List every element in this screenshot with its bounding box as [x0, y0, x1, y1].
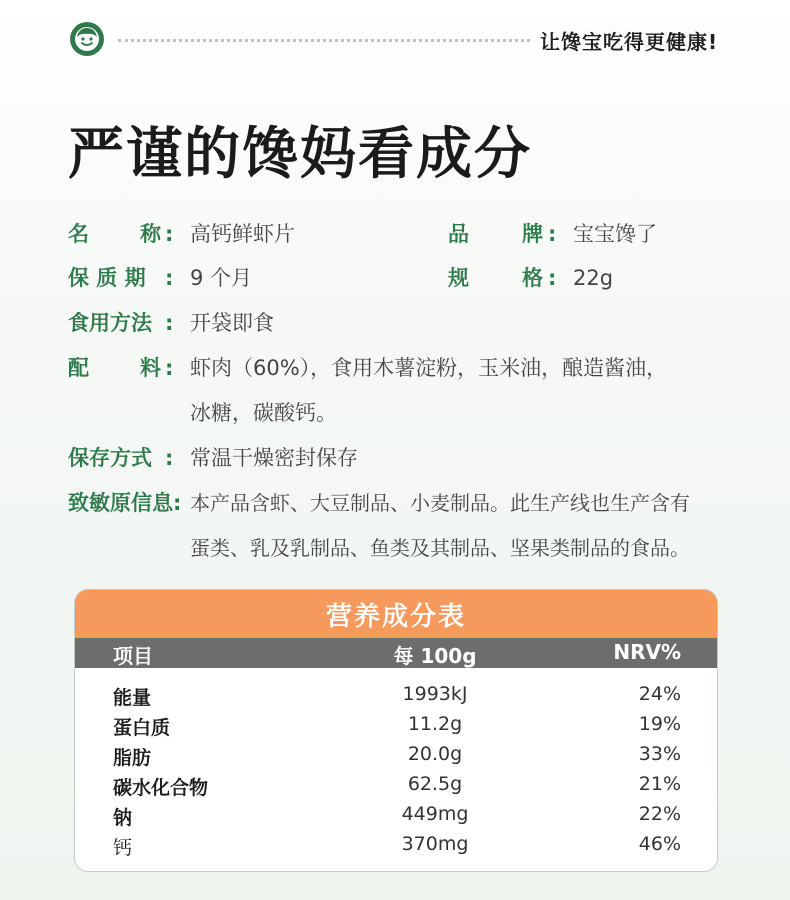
row-name: 脂肪: [113, 747, 152, 769]
table-row: [75, 770, 717, 800]
slogan-text: 让馋宝吃得更健康!: [540, 30, 719, 54]
table-row: [75, 710, 717, 740]
table-row: [75, 680, 717, 710]
row-per: 20.0g: [407, 743, 463, 765]
brand-value: 宝宝馋了: [573, 222, 657, 246]
storage-label: 保存方式: [68, 446, 152, 470]
top-bar: [0, 0, 790, 80]
row-name: 碳水化合物: [113, 777, 209, 799]
row-per: 370mg: [401, 833, 469, 855]
spec-value: 22g: [573, 266, 614, 290]
allergen-label: 致敏原信息: [68, 491, 173, 515]
smiley-face-logo-icon: [70, 22, 104, 56]
row-name: 蛋白质: [113, 717, 171, 739]
table-row: [75, 830, 717, 860]
table-row: [75, 740, 717, 770]
shelf-life-colon: :: [165, 266, 174, 290]
brand-colon: :: [548, 222, 557, 246]
dotted-divider: [118, 39, 530, 42]
nutrition-table-title: 营养成分表: [75, 590, 717, 638]
ingredients-line-1: 虾肉（60%），食用木薯淀粉，玉米油，酿造酱油，: [190, 356, 668, 380]
name-value: 高钙鲜虾片: [190, 222, 295, 246]
usage-label: 食用方法: [68, 311, 152, 335]
row-name: 能量: [113, 687, 152, 709]
ingredients-colon: :: [165, 356, 174, 380]
spec-colon: :: [548, 266, 557, 290]
header-nrv: NRV%: [613, 640, 681, 664]
nutrition-table-header: [75, 638, 717, 668]
row-per: 11.2g: [407, 713, 463, 735]
allergen-colon: :: [173, 491, 182, 515]
row-nrv: 21%: [638, 773, 681, 795]
page-title: 严谨的馋妈看成分: [68, 122, 532, 187]
storage-colon: :: [165, 446, 174, 470]
shelf-life-label: 保 质 期: [68, 266, 146, 290]
row-per: 1993kJ: [402, 683, 468, 705]
header-item: 项目: [113, 644, 153, 668]
row-per: 62.5g: [407, 773, 463, 795]
row-nrv: 33%: [638, 743, 681, 765]
header-per-100g: 每 100g: [393, 644, 477, 668]
row-nrv: 22%: [638, 803, 681, 825]
table-row: [75, 800, 717, 830]
name-colon: :: [165, 222, 174, 246]
shelf-life-value: 9 个月: [190, 266, 253, 290]
row-name: 钠: [113, 807, 133, 829]
storage-value: 常温干燥密封保存: [190, 446, 358, 470]
allergen-line-2: 蛋类、乳及乳制品、鱼类及其制品、坚果类制品的食品。: [190, 536, 690, 560]
row-per: 449mg: [401, 803, 469, 825]
row-nrv: 24%: [638, 683, 681, 705]
nutrition-table: [74, 589, 718, 872]
row-nrv: 19%: [638, 713, 681, 735]
usage-colon: :: [165, 311, 174, 335]
row-name: 钙: [113, 837, 133, 859]
ingredients-line-2: 冰糖，碳酸钙。: [190, 401, 337, 425]
allergen-line-1: 本产品含虾、大豆制品、小麦制品。此生产线也生产含有: [190, 491, 690, 515]
row-nrv: 46%: [638, 833, 681, 855]
usage-value: 开袋即食: [190, 311, 274, 335]
